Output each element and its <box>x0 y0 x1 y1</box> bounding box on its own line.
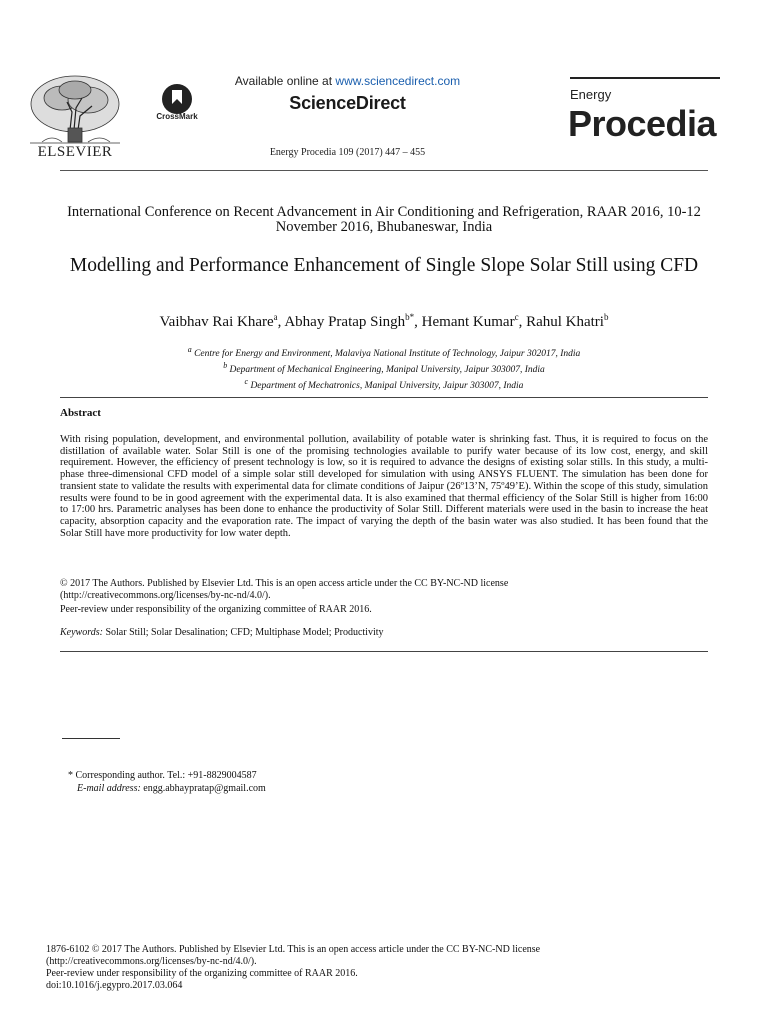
affiliations <box>60 344 708 392</box>
footer-link[interactable]: (http://creativecommons.org/licenses/by-nc-nd/4.0/). <box>46 956 257 967</box>
sciencedirect-link[interactable]: www.sciencedirect.com <box>335 74 461 88</box>
author-email <box>77 783 266 794</box>
available-online <box>210 74 485 88</box>
affiliation-text: Department of Mechatronics, Manipal University, Jaipur 303007, India <box>250 381 524 392</box>
affiliation-mark: c <box>244 377 249 387</box>
crossmark-label: CrossMark <box>156 112 198 121</box>
author-name: Abhay Pratap Singh <box>284 314 406 330</box>
doi[interactable]: doi:10.1016/j.egypro.2017.03.064 <box>46 980 183 991</box>
affiliation-line <box>60 376 708 392</box>
keywords-label: Keywords: <box>60 627 103 638</box>
author-affiliation-mark: c <box>514 312 519 322</box>
author-name: Rahul Khatri <box>526 314 604 330</box>
paper-title: Modelling and Performance Enhancement of Single Slope Solar Still using CFD <box>69 255 699 276</box>
license-link[interactable]: (http://creativecommons.org/licenses/by-nc-nd/4.0/). <box>60 590 271 601</box>
abstract-bottom-divider <box>60 651 708 652</box>
affiliation-line <box>60 344 708 360</box>
journal-logo-procedia: Procedia <box>568 103 717 144</box>
author-affiliation-mark: b* <box>405 312 415 322</box>
peer-review-notice: Peer-review under responsibility of the organizing committee of RAAR 2016. <box>60 604 372 615</box>
publisher-name: ELSEVIER <box>37 144 113 160</box>
abstract-heading: Abstract <box>60 407 101 419</box>
author-affiliation-mark: b <box>603 312 609 322</box>
footer-line: Peer-review under responsibility of the organizing committee of RAAR 2016. <box>46 968 358 979</box>
procedia-logo-rule <box>570 77 720 79</box>
author-name: Hemant Kumar <box>421 314 515 330</box>
license-notice <box>60 578 708 602</box>
journal-logo-energy: Energy <box>570 87 612 102</box>
affiliation-line <box>60 360 708 376</box>
header-divider <box>60 170 708 171</box>
author-list: Vaibhav Rai Khare$^a$, Abhay Pratap Singh$^{b*}$, Hemant Kumar$^c$, Rahul Khatri$^b$ <box>159 312 609 330</box>
author-name: Vaibhav Rai Khare <box>159 314 274 330</box>
license-line: © 2017 The Authors. Published by Elsevier Ltd. This is an open access article under the CC BY-NC-ND license <box>60 578 509 589</box>
affiliation-text: Centre for Energy and Environment, Malaviya National Institute of Technology, Jaipur 302017, India <box>194 349 581 360</box>
affiliation-mark: b <box>223 361 228 371</box>
email-address[interactable]: engg.abhaypratap@gmail.com <box>143 783 266 794</box>
email-label: E-mail address: <box>77 783 141 794</box>
footnote-divider <box>62 738 120 739</box>
journal-reference: Energy Procedia 109 (2017) 447 – 455 <box>269 147 426 158</box>
keywords-list: Solar Still; Solar Desalination; CFD; Multiphase Model; Productivity <box>105 627 384 638</box>
page-footer <box>46 944 726 992</box>
affiliation-text: Department of Mechanical Engineering, Manipal University, Jaipur 303007, India <box>229 365 545 376</box>
available-prefix: Available online at <box>234 74 336 88</box>
corresponding-author: * Corresponding author. Tel.: +91-8829004587 <box>68 770 257 781</box>
sciencedirect-logo: ScienceDirect <box>289 93 406 113</box>
author-affiliation-mark: a <box>273 312 278 322</box>
footer-line: 1876-6102 © 2017 The Authors. Published by Elsevier Ltd. This is an open access article under the CC BY-NC-ND license <box>46 944 541 955</box>
keywords <box>60 627 708 638</box>
abstract-top-divider <box>60 397 708 398</box>
affiliation-mark: a <box>187 345 192 354</box>
abstract-text: With rising population, development, and environmental pollution, availability of potable water is shrinking fast. Thus, it is required to focus on the distillation of available water. Solar Still is one of the promising technologies available to purify water because of its low cost, energy, and skill requirement. However, the efficiency of present technology is low, so it is required to advance the designs of existing solar stills. In this study, a multi-phase three-dimensional CFD model of a simple solar still developed for simulation with using ANSYS FLUENT. The simulation has been done for transient state to validate the results with experimental data for climate conditions of Jaipur (26º13’N, 75º49’E). Within the scope of this study, simulation results were found to be in good agreement with the experimental data. It is also examined that thermal efficiency of the Solar Still is higher from 16:00 to 17:00 hrs. Parametric analyses has been done to enhance the productivity of Solar Still. Different materials were used in the basin to increase the heat capacity, absorption capacity and the evaporation rate. The impact of varying the depth of the basin water was also studied. It has been found that the Solar Still have more productivity for low water depth. <box>60 434 708 539</box>
conference-name: International Conference on Recent Advancement in Air Conditioning and Refrigeration, RAAR 2016, 10-12 November 2016, Bhubaneswar, India <box>67 204 701 235</box>
